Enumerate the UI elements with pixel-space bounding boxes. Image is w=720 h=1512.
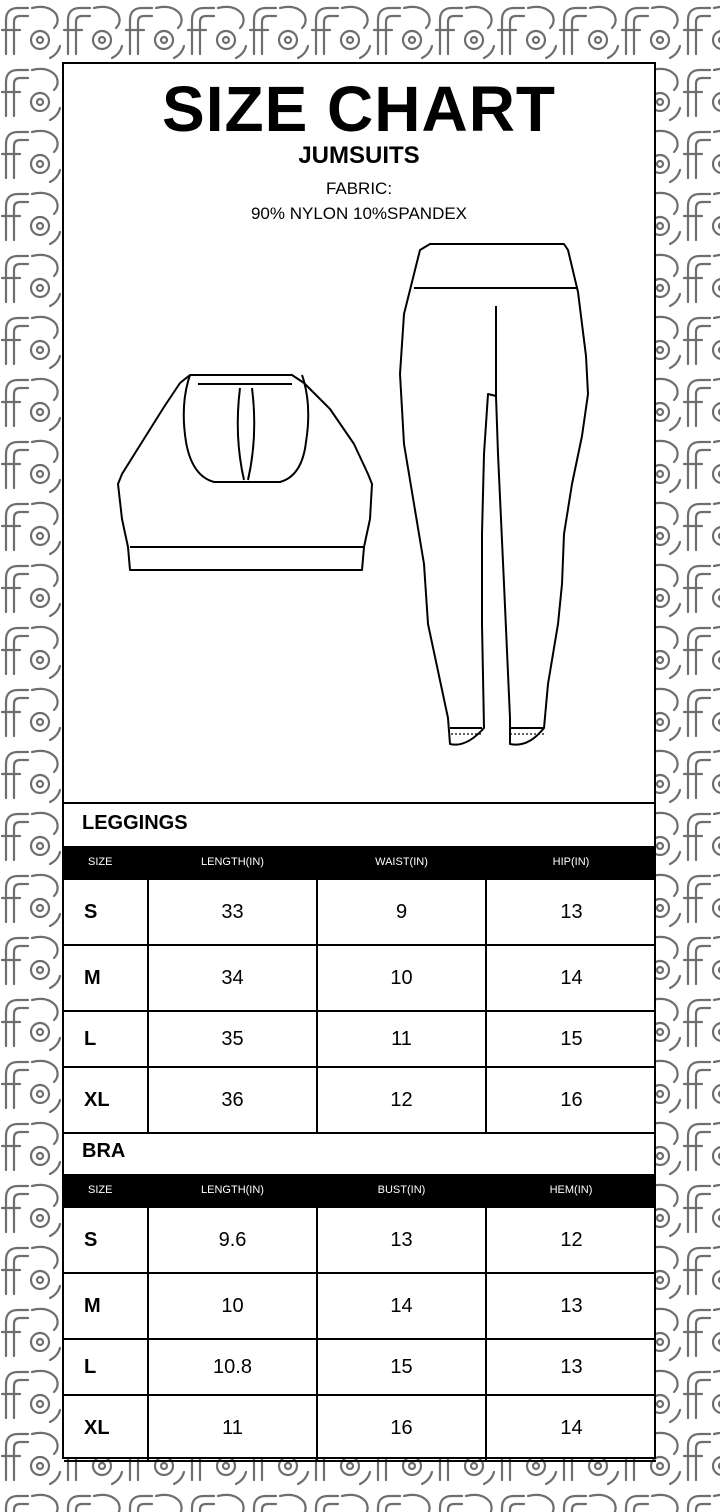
bra-size-table [64, 1174, 656, 1462]
leggings-icon [400, 244, 588, 745]
length-cell: 10.8 [148, 1339, 317, 1395]
size-cell: S [64, 879, 148, 945]
column-header: HIP(IN) [486, 846, 656, 879]
column-header: WAIST(IN) [317, 846, 486, 879]
waist-cell: 9 [317, 879, 486, 945]
column-header: LENGTH(IN) [148, 1174, 317, 1207]
column-header: BUST(IN) [317, 1174, 486, 1207]
sports-bra-icon [118, 375, 372, 570]
length-cell: 10 [148, 1273, 317, 1339]
table-header-row [64, 846, 656, 879]
size-cell: M [64, 1273, 148, 1339]
size-cell: S [64, 1207, 148, 1273]
fabric-label: FABRIC: [325, 179, 393, 198]
hem-cell: 13 [486, 1273, 656, 1339]
hip-cell: 13 [486, 879, 656, 945]
length-cell: 9.6 [148, 1207, 317, 1273]
table-row [64, 1273, 656, 1339]
section-title-leggings: LEGGINGS [82, 812, 188, 834]
garment-illustrations [64, 64, 658, 804]
leggings-size-table [64, 846, 656, 1134]
hem-cell: 14 [486, 1395, 656, 1461]
size-cell: L [64, 1339, 148, 1395]
waist-cell: 12 [317, 1067, 486, 1133]
size-chart-card [62, 62, 656, 1459]
column-header: SIZE [64, 846, 148, 879]
waist-cell: 11 [317, 1011, 486, 1067]
hip-cell: 15 [486, 1011, 656, 1067]
hem-cell: 13 [486, 1339, 656, 1395]
page-title: SIZE CHART [162, 73, 556, 145]
section-header-leggings [64, 802, 654, 846]
table-header-row [64, 1174, 656, 1207]
size-cell: L [64, 1011, 148, 1067]
section-header-bra [64, 1132, 654, 1176]
table-row [64, 1067, 656, 1133]
waist-cell: 10 [317, 945, 486, 1011]
column-header: LENGTH(IN) [148, 846, 317, 879]
table-row [64, 879, 656, 945]
table-row [64, 1207, 656, 1273]
column-header: HEM(IN) [486, 1174, 656, 1207]
length-cell: 36 [148, 1067, 317, 1133]
bust-cell: 14 [317, 1273, 486, 1339]
bust-cell: 13 [317, 1207, 486, 1273]
section-title-bra: BRA [82, 1140, 126, 1162]
table-row [64, 945, 656, 1011]
length-cell: 11 [148, 1395, 317, 1461]
length-cell: 33 [148, 879, 317, 945]
bust-cell: 15 [317, 1339, 486, 1395]
size-cell: XL [64, 1395, 148, 1461]
length-cell: 35 [148, 1011, 317, 1067]
hip-cell: 16 [486, 1067, 656, 1133]
hip-cell: 14 [486, 945, 656, 1011]
table-row [64, 1339, 656, 1395]
size-cell: M [64, 945, 148, 1011]
length-cell: 34 [148, 945, 317, 1011]
page-subtitle: JUMSUITS [298, 142, 420, 169]
fabric-composition: 90% NYLON 10%SPANDEX [250, 204, 468, 223]
size-cell: XL [64, 1067, 148, 1133]
hem-cell: 12 [486, 1207, 656, 1273]
table-row [64, 1011, 656, 1067]
table-row [64, 1395, 656, 1461]
column-header: SIZE [64, 1174, 148, 1207]
bust-cell: 16 [317, 1395, 486, 1461]
